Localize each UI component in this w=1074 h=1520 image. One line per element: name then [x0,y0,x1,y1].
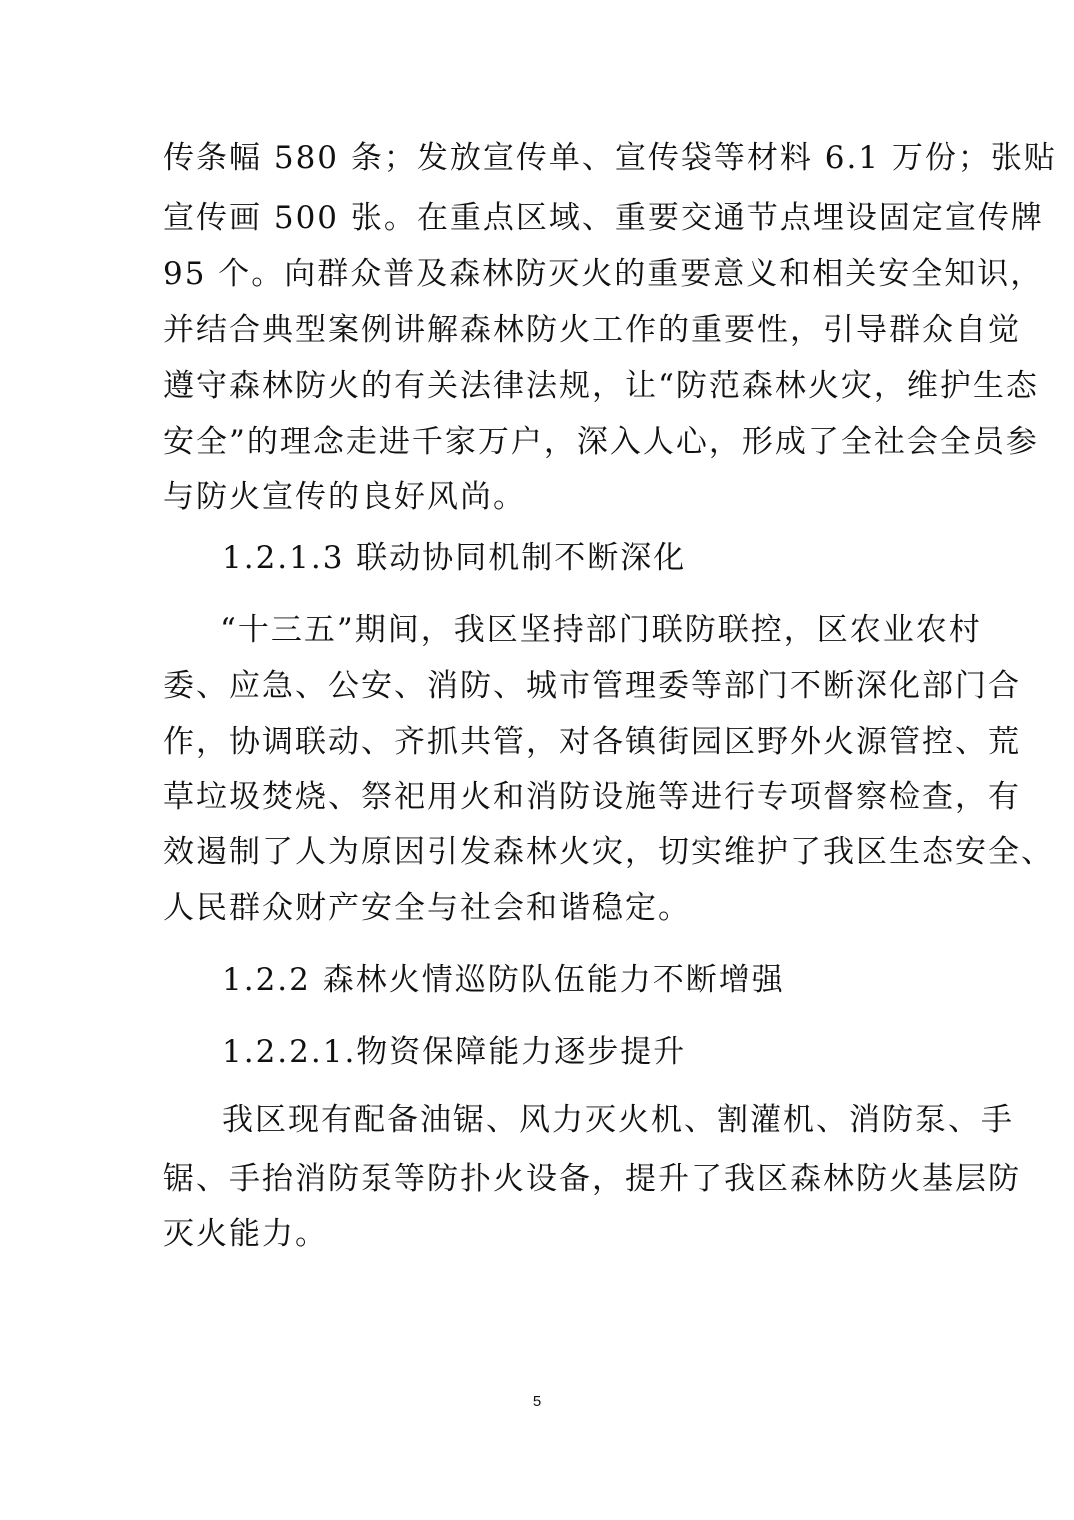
paragraph-line: 作，协调联动、齐抓共管，对各镇街园区野外火源管控、荒 [163,724,1021,760]
paragraph-line: 与防火宣传的良好风尚。 [163,479,526,515]
paragraph-line: 安全”的理念走进千家万户，深入人心，形成了全社会全员参 [163,424,1039,460]
paragraph-line: 传条幅 580 条；发放宣传单、宣传袋等材料 6.1 万份；张贴 [163,140,1057,176]
paragraph-line: 委、应急、公安、消防、城市管理委等部门不断深化部门合 [163,668,1021,704]
paragraph-line: 95 个。向群众普及森林防灭火的重要意义和相关安全知识， [163,256,1044,292]
section-heading: 1.2.2 森林火情巡防队伍能力不断增强 [222,962,785,998]
paragraph-line: 灭火能力。 [163,1216,328,1252]
paragraph-line: “十三五”期间，我区坚持部门联防联控，区农业农村 [220,612,982,648]
paragraph-line: 人民群众财产安全与社会和谐稳定。 [163,890,691,926]
paragraph-line: 我区现有配备油锯、风力灭火机、割灌机、消防泵、手 [222,1102,1014,1138]
paragraph-line: 效遏制了人为原因引发森林火灾，切实维护了我区生态安全、 [163,834,1054,870]
paragraph-line: 宣传画 500 张。在重点区域、重要交通节点埋设固定宣传牌 [163,200,1044,236]
paragraph-line: 并结合典型案例讲解森林防火工作的重要性，引导群众自觉 [163,312,1021,348]
section-heading: 1.2.1.3 联动协同机制不断深化 [222,540,687,576]
paragraph-line: 遵守森林防火的有关法律法规，让“防范森林火灾，维护生态 [163,368,1039,404]
page-number: 5 [532,1393,542,1410]
subsection-heading: 1.2.2.1.物资保障能力逐步提升 [222,1034,687,1070]
paragraph-line: 草垃圾焚烧、祭祀用火和消防设施等进行专项督察检查，有 [163,779,1021,815]
paragraph-line: 锯、手抬消防泵等防扑火设备，提升了我区森林防火基层防 [163,1161,1021,1197]
